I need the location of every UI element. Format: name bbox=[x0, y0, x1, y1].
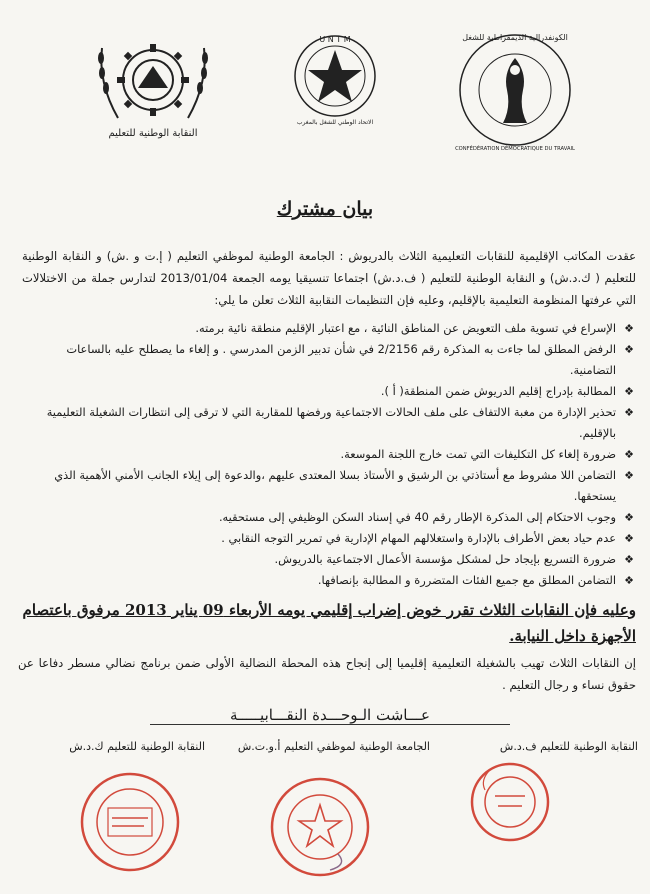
bullet-diamond-icon: ❖ bbox=[624, 574, 634, 587]
demand-item bbox=[22, 381, 634, 402]
bullet-diamond-icon: ❖ bbox=[624, 343, 634, 356]
mid-logo-top-text: U N T M bbox=[319, 35, 351, 44]
demand-item bbox=[22, 339, 634, 381]
demand-item bbox=[22, 402, 634, 444]
bullet-diamond-icon: ❖ bbox=[624, 553, 634, 566]
demand-text: الإسراع في تسوية ملف التعويض عن المناطق النائية ، مع اعتبار الإقليم منطقة نائية برمته. bbox=[195, 321, 616, 335]
bullet-diamond-icon: ❖ bbox=[624, 532, 634, 545]
demand-text: عدم حياد بعض الأطراف بالإدارة واستغلالهم المهام الإدارية في تمرير التوجه النقابي . bbox=[221, 531, 616, 545]
bullet-diamond-icon: ❖ bbox=[624, 511, 634, 524]
signature-untm: الجامعة الوطنية لموظفي التعليم أ.و.ت.ش bbox=[237, 740, 430, 753]
demand-text: الرفض المطلق لما جاءت به المذكرة رقم 2/2156 في شأن تدبير الزمن المدرسي . و إلغاء ما يصطلح عليه بالساعات التضامنية. bbox=[66, 342, 616, 377]
bullet-diamond-icon: ❖ bbox=[624, 469, 634, 482]
demand-item bbox=[22, 444, 634, 465]
demand-text: تحذير الإدارة من مغبة الالتفاف على ملف الحالات الاجتماعية ورفضها للمقاربة التي لا ترقى إلى انتظارات الشغيلة التعليمية بالإقليم. bbox=[46, 405, 616, 440]
mid-logo-text: الاتحاد الوطني للشغل بالمغرب bbox=[296, 119, 374, 126]
closing-paragraph: إن النقابات الثلاث تهيب بالشغيلة التعليمية إقليميا إلى إنجاح هذه المحطة النضالية الأولى ضمن برنامج نضالي مسطر دفاعا عن حقوق نساء و رجال التعليم . bbox=[18, 656, 636, 692]
intro-paragraph: عقدت المكاتب الإقليمية للنقابات التعليمية الثلاث بالدريوش : الجامعة الوطنية لموظفي التعليم ( إ.ت و .ش) و النقابة الوطنية للتعليم ( ك.د.ش) و النقابة الوطنية للتعليم ( ف.د.ش) اجتماعا تنسيقيا يومه الجمعة 2013/01/04 لتدارس جملة من الاختلالات التي عرفتها المنظومة التعليمية بالإقليم، وعليه فإن التنظيمات النقابية الثلاث تعلن ما يلي: bbox=[22, 249, 637, 307]
slogan: عـــاشت الـوحـــدة النقـــابيـــــة bbox=[150, 706, 510, 725]
bullet-diamond-icon: ❖ bbox=[624, 385, 634, 398]
demand-item bbox=[22, 507, 634, 528]
demand-text: التضامن المطلق مع جميع الفئات المتضررة و المطالبة بإنصافها. bbox=[317, 573, 616, 587]
demand-item bbox=[22, 528, 634, 549]
demand-item bbox=[22, 549, 634, 570]
demand-text: المطالبة بإدراج إقليم الدريوش ضمن المنطقة( أ ). bbox=[380, 384, 616, 398]
bullet-diamond-icon: ❖ bbox=[624, 322, 634, 335]
strike-announcement: وعليه فإن النقابات الثلاث تقرر خوض إضراب إقليمي يومه الأربعاء 09 يناير 2013 مرفوق باعتصام الأجهزة داخل النيابة. bbox=[22, 601, 636, 645]
demand-text: ضرورة إلغاء كل التكليفات التي تمت خارج اللجنة الموسعة. bbox=[340, 447, 616, 461]
bullet-diamond-icon: ❖ bbox=[624, 406, 634, 419]
right-logo-french: CONFÉDÉRATION DÉMOCRATIQUE DU TRAVAIL bbox=[455, 146, 575, 152]
right-logo-arabic: الكونفدرالية الديمقراطية للشغل bbox=[462, 33, 568, 42]
demand-text: ضرورة التسريع بإيجاد حل لمشكل مؤسسة الأعمال الاجتماعية بالدريوش. bbox=[274, 552, 616, 566]
untm-star-logo bbox=[290, 28, 380, 128]
document-title: بيان مشترك bbox=[276, 198, 374, 220]
untm-stamp bbox=[268, 770, 373, 885]
demand-text: وجوب الاحتكام إلى المذكرة الإطار رقم 40 في إسناد السكن الوظيفي إلى مستحقيه. bbox=[218, 510, 616, 524]
union-logo-gear-wheat bbox=[88, 28, 218, 153]
cdt-stamp bbox=[78, 770, 183, 875]
signature-cdt: النقابة الوطنية للتعليم ك.د.ش bbox=[69, 740, 205, 753]
demand-item bbox=[22, 318, 634, 339]
fdt-stamp bbox=[460, 760, 560, 845]
bullet-diamond-icon: ❖ bbox=[624, 448, 634, 461]
demand-item bbox=[22, 465, 634, 507]
signature-fdt: النقابة الوطنية للتعليم ف.د.ش bbox=[499, 740, 638, 753]
left-logo-text: النقابة الوطنية للتعليم bbox=[108, 128, 198, 139]
demands-list bbox=[22, 318, 634, 591]
demand-item bbox=[22, 570, 634, 591]
cdt-logo bbox=[455, 28, 575, 153]
demand-text: التضامن اللا مشروط مع أستاذتي بن الرشيق و الأستاذ بسلا المعتدى عليهم ،والدعوة إلى إيلاء الجانب الأمني الأهمية الذي يستحقها. bbox=[54, 468, 616, 503]
